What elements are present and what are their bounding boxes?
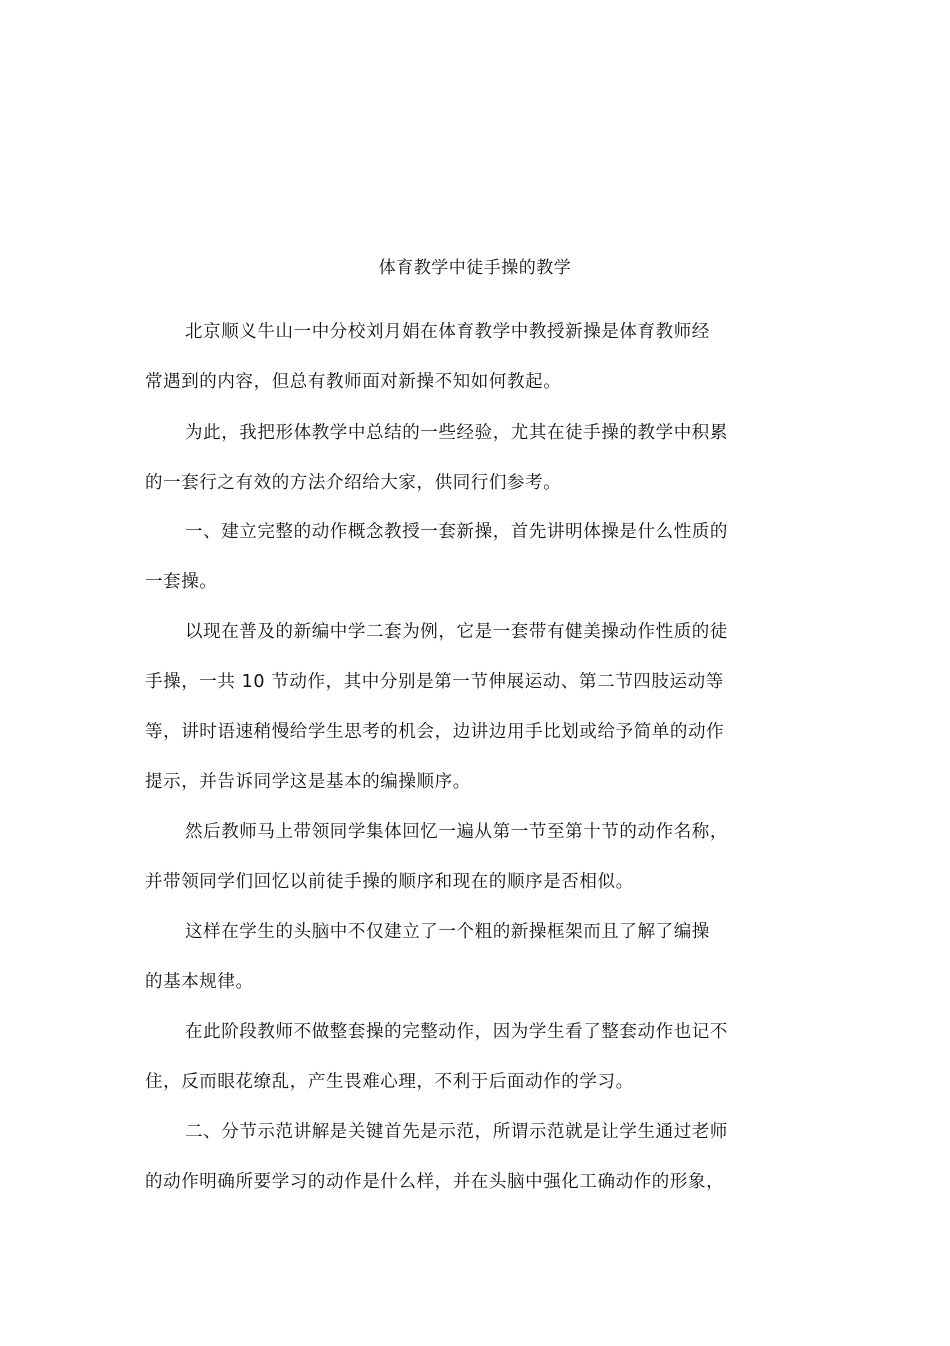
text-line: 的动作明确所要学习的动作是什么样，并在头脑中强化工确动作的形象， [145, 1172, 725, 1192]
text-line: 一套操。 [145, 572, 218, 592]
text-line: 这样在学生的头脑中不仅建立了一个粗的新操框架而且了解了编操 [185, 922, 710, 942]
text-line: 为此，我把形体教学中总结的一些经验，尤其在徒手操的教学中积累 [185, 423, 728, 443]
text-line: 然后教师马上带领同学集体回忆一遍从第一节至第十节的动作名称， [185, 822, 728, 842]
document-title: 体育教学中徒手操的教学 [378, 258, 572, 278]
text-line: 以现在普及的新编中学二套为例，它是一套带有健美操动作性质的徒 [185, 622, 728, 642]
text-line: 手操，一共 10 节动作，其中分别是第一节伸展运动、第二节四肢运动等 [145, 672, 724, 692]
text-line: 的一套行之有效的方法介绍给大家，供同行们参考。 [145, 473, 562, 493]
text-line: 提示，并告诉同学这是基本的编操顺序。 [145, 772, 471, 792]
text-line: 等，讲时语速稍慢给学生思考的机会，边讲边用手比划或给予简单的动作 [145, 722, 725, 742]
text-line: 北京顺义牛山一中分校刘月娟在体育教学中教授新操是体育教师经 [185, 322, 710, 342]
text-line: 在此阶段教师不做整套操的完整动作，因为学生看了整套动作也记不 [185, 1022, 728, 1042]
text-line: 住，反而眼花缭乱，产生畏难心理，不利于后面动作的学习。 [145, 1072, 634, 1092]
text-line: 并带领同学们回忆以前徒手操的顺序和现在的顺序是否相似。 [145, 872, 634, 892]
text-line: 二、分节示范讲解是关键首先是示范，所谓示范就是让学生通过老师 [185, 1122, 728, 1142]
text-line: 常遇到的内容，但总有教师面对新操不知如何教起。 [145, 372, 562, 392]
text-line: 的基本规律。 [145, 972, 254, 992]
text-line: 一、建立完整的动作概念教授一套新操，首先讲明体操是什么性质的 [185, 522, 728, 542]
